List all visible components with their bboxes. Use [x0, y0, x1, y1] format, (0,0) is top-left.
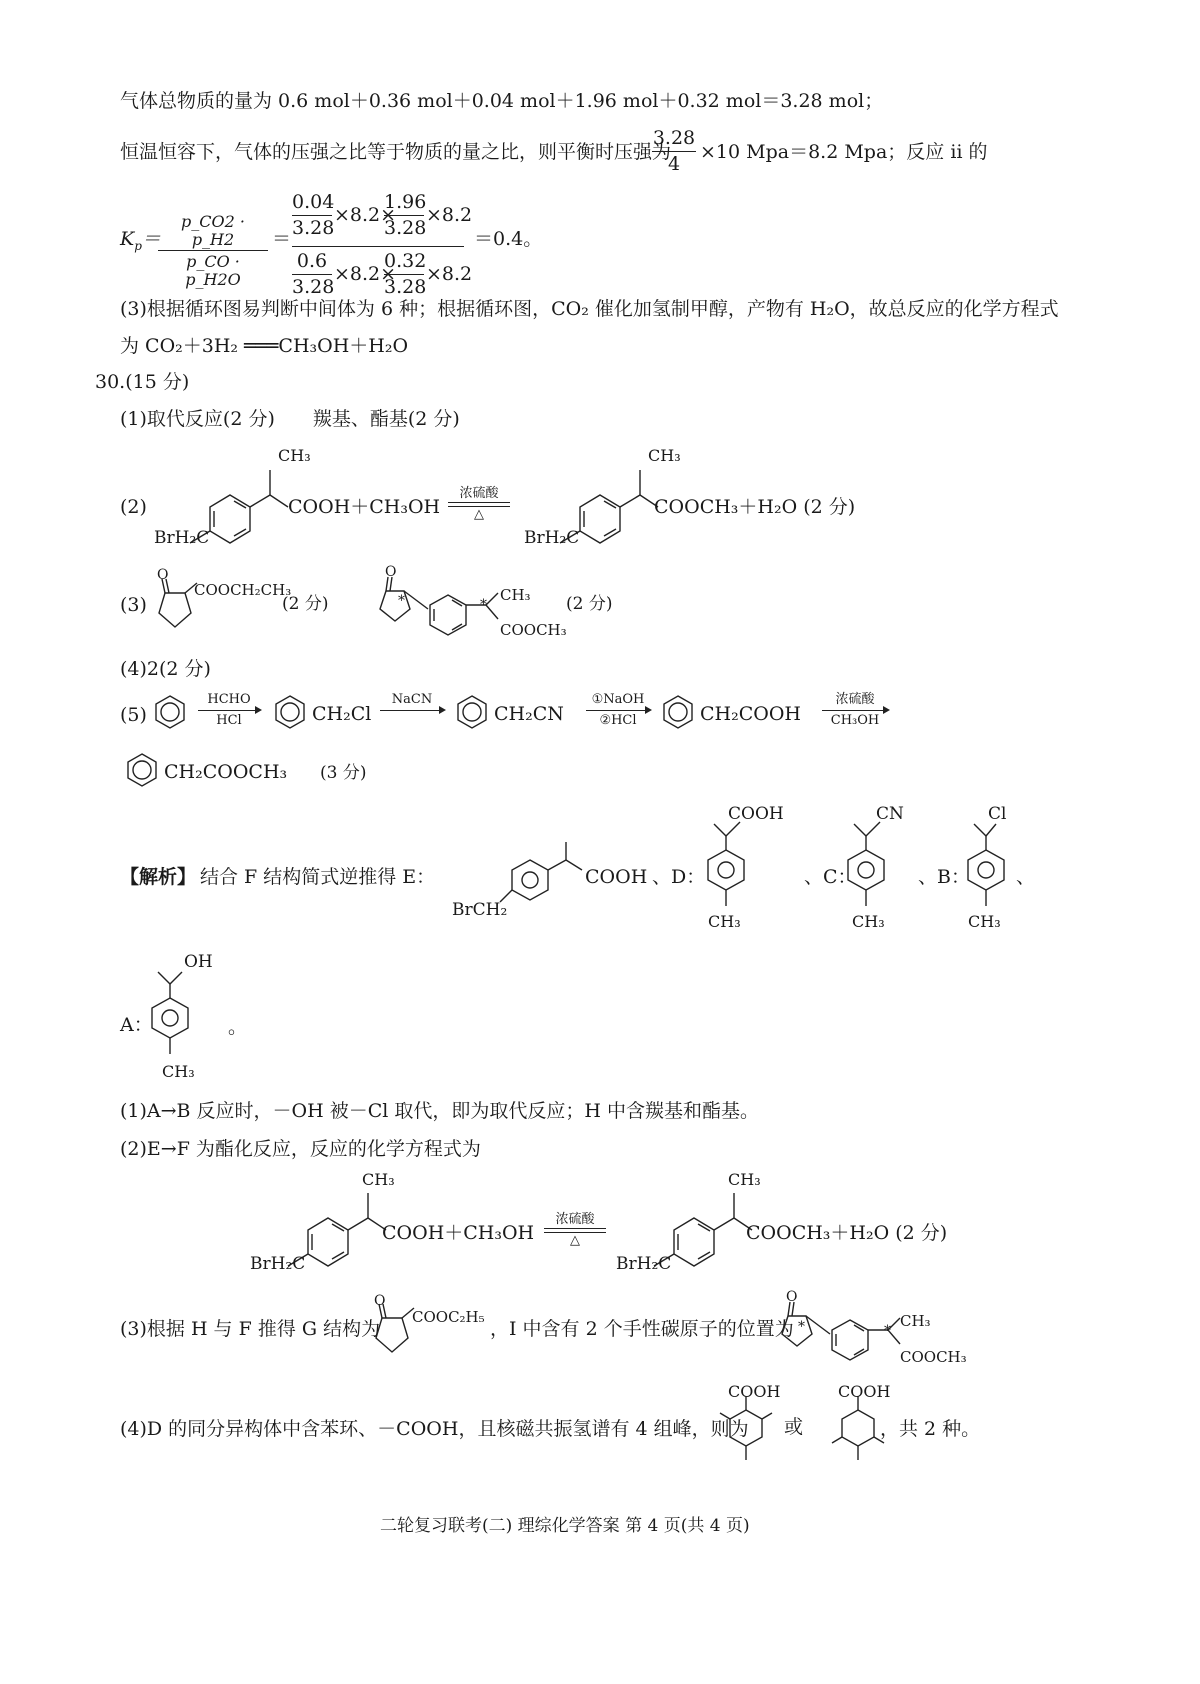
answer-1: (1)取代反应(2 分) 羰基、酯基(2 分) — [120, 408, 460, 430]
ch3-label: CH₃ — [278, 446, 311, 465]
benzene-icon — [150, 692, 190, 732]
explanation-1: (1)A→B 反应时，－OH 被－Cl 取代，即为取代反应；H 中含羰基和酯基。 — [120, 1100, 760, 1122]
score: (2 分) — [566, 594, 613, 614]
esterification-arrow-3: 浓硫酸 △ — [544, 1212, 606, 1248]
explanation-3a: (3)根据 H 与 F 推得 G 结构为 — [120, 1318, 381, 1340]
products-text-2: COOCH₃＋H₂O (2 分) — [746, 1222, 948, 1244]
b-label: 、B： — [918, 866, 970, 888]
score: (2 分) — [282, 594, 329, 614]
c-cn: CN — [876, 804, 904, 824]
kp-denominator: p_CO · p_H2O — [185, 252, 241, 289]
explanation-4-end: ，共 2 种。 — [880, 1418, 981, 1440]
fraction-3.28-over-4 — [652, 128, 696, 175]
question-30-heading: 30.(15 分) — [95, 371, 190, 393]
kp-definition-fraction — [158, 213, 268, 288]
esterification-arrow-2: 浓硫酸 CH₃OH — [822, 692, 888, 728]
text-intermediates: (3)根据循环图易判断中间体为 6 种；根据循环图，CO₂ 催化加氢制甲醇，产物有 H₂O，故总反应的化学方程式 — [120, 298, 1059, 320]
benzene-icon — [122, 750, 162, 790]
brh2c-label: BrH₂C — [154, 528, 210, 548]
or: 或 — [784, 1416, 804, 1438]
kp-value-fraction: 0.04 3.28 ×8.2× 1.96 3.28 ×8.2 0.6 3.28 ×8.2× 0.32 3.28 ×8.2 — [292, 191, 473, 298]
benzene-icon — [658, 692, 698, 732]
hydrolysis-arrow: ①NaOH ②HCl — [586, 692, 650, 728]
b-cl: Cl — [988, 804, 1007, 824]
g-cooc2h5: COOC₂H₅ — [412, 1308, 485, 1326]
frac-num: 3.28 — [652, 127, 696, 149]
nacn-arrow: NaCN — [380, 692, 444, 728]
text-pressure-ratio: 恒温恒容下，气体的压强之比等于物质的量之比，则平衡时压强为 — [120, 141, 672, 163]
benzyl-chloride: CH₂Cl — [312, 703, 372, 725]
a-oh: OH — [184, 952, 213, 972]
products-text: COOCH₃＋H₂O (2 分) — [654, 496, 856, 518]
structure-g-2 — [362, 1290, 432, 1370]
d-cooh: COOH — [728, 804, 784, 824]
explanation-4: (4)D 的同分异构体中含苯环、－COOH，且核磁共振氢谱有 4 组峰，则为 — [120, 1418, 749, 1440]
kp-symbol: $K_p=$ — [120, 228, 161, 253]
benzene-icon — [270, 692, 310, 732]
g-ester-label: COOCH₂CH₃ — [194, 581, 292, 599]
kp-numerator: p_CO2 · p_H2 — [181, 212, 245, 249]
e-cooh: COOH — [585, 866, 648, 888]
score: (3 分) — [320, 763, 367, 783]
answer-5-label: (5) — [120, 704, 147, 726]
structure-g-cyclopentanone-ester — [145, 565, 215, 645]
methyl-phenylacetate: CH₂COOCH₃ — [164, 761, 288, 783]
d-label: 、D： — [652, 866, 706, 888]
text-overall-equation: 为 CO₂＋3H₂ ═══CH₃OH＋H₂O — [120, 335, 409, 357]
a-label: A： — [120, 1014, 153, 1036]
explanation-3b: ，I 中含有 2 个手性碳原子的位置为 — [490, 1318, 794, 1340]
page-footer: 二轮复习联考(二) 理综化学答案 第 4 页(共 4 页) — [380, 1516, 750, 1536]
text-pressure-value: ×10 Mpa＝8.2 Mpa；反应 ⅱ 的 — [700, 141, 988, 163]
hcho-arrow: HCHO HCl — [198, 692, 260, 728]
answer-4: (4)2(2 分) — [120, 658, 211, 680]
analysis-label: 【解析】 — [120, 866, 197, 888]
benzyl-cyanide: CH₂CN — [494, 703, 564, 725]
explanation-2: (2)E→F 为酯化反应，反应的化学方程式为 — [120, 1138, 481, 1160]
kp-result: ＝0.4。 — [474, 228, 543, 250]
text-total-moles: 气体总物质的量为 0.6 mol＋0.36 mol＋0.04 mol＋1.96 mol＋0.32 mol＝3.28 mol； — [120, 90, 884, 112]
esterification-arrow: 浓硫酸 △ — [448, 486, 510, 522]
reactants-text: COOH＋CH₃OH — [288, 496, 441, 518]
analysis-intro: 结合 F 结构简式逆推得 E： — [200, 866, 436, 888]
answer-3-label: (3) — [120, 594, 147, 616]
frac-den: 4 — [667, 152, 681, 175]
benzene-icon — [452, 692, 492, 732]
phenylacetic-acid: CH₂COOH — [700, 703, 801, 725]
e-brch2: BrCH₂ — [452, 900, 508, 920]
c-label: 、C： — [804, 866, 857, 888]
answer-2-label: (2) — [120, 496, 147, 518]
